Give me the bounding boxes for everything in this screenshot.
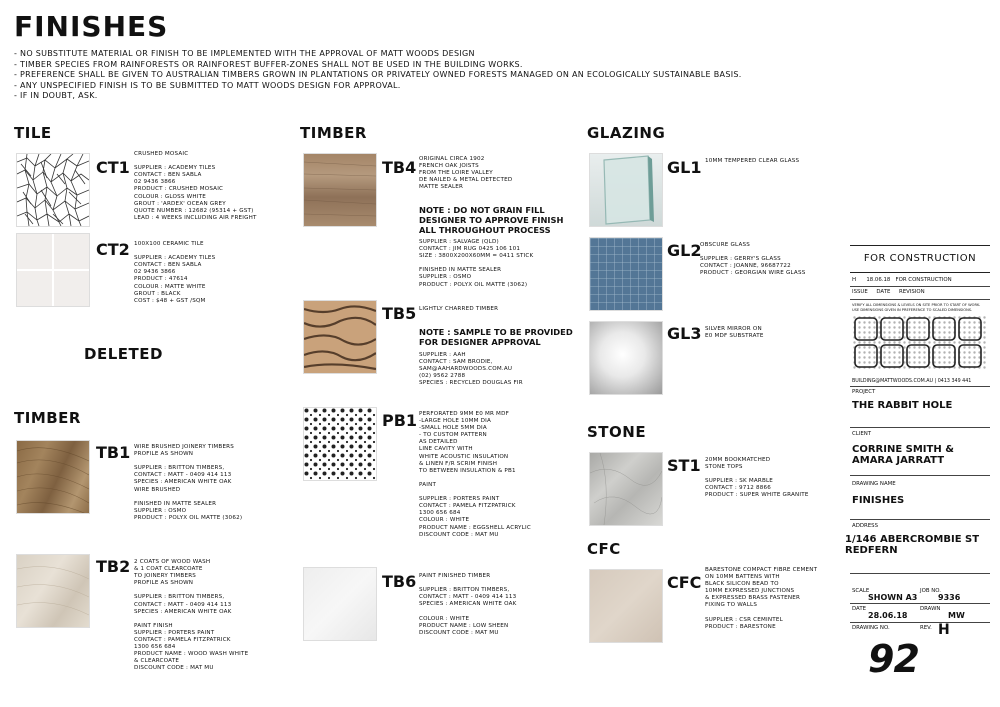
company-logo [852, 315, 988, 371]
rev-col-revision: REVISION [898, 289, 925, 295]
note-line: - IF IN DOUBT, ASK. [14, 91, 98, 100]
tb2-description: 2 COATS OF WOOD WASH & 1 COAT CLEARCOATE TO JOINERY TIMBERS PROFILE AS SHOWN SUPPLIER : BRITTON TIMBERS, CONTACT : MATT - 0409 414 113 SPECIES : AMERICAN WHITE OAK PAINT FINISH SUPPLIER : PORTERS PAINT CONTACT : PAMELA FITZPATRICK 1300 656 684 PRODUCT NAME : WOOD WASH WHITE & CLEARCOATE DISCOUNT CODE : MAT MU [134, 559, 249, 672]
client-label: CLIENT [852, 431, 872, 437]
contact-line: BUILDING@MATTWOODS.COM.AU | 0413 349 441 [852, 379, 972, 384]
ct1-code: CT1 [96, 158, 130, 177]
rev-date: 18.06.18 [866, 277, 891, 283]
rev-row [852, 277, 952, 284]
tb2-code: TB2 [96, 557, 131, 576]
tb5-description: LIGHTLY CHARRED TIMBER [419, 306, 499, 312]
drawing-name: FINISHES [852, 495, 905, 506]
drawn-label: DRAWN [920, 606, 941, 612]
drawing-number: 92 [868, 637, 919, 681]
project-name: THE RABBIT HOLE [852, 400, 953, 411]
tb2-swatch [16, 554, 90, 628]
note-line: - TIMBER SPECIES FROM RAINFORESTS OR RAINFOREST BUFFER-ZONES SHALL NOT BE USED IN THE BUILDING WORKS. [14, 59, 523, 69]
ct1-description: CRUSHED MOSAIC SUPPLIER : ACADEMY TILES CONTACT : BEN SABLA 02 9436 3866 PRODUCT : CRUSHED MOSAIC COLOUR : GLOSS WHITE GROUT : 'ARDEX' OCEAN GREY QUOTE NUMBER : 12682 (95314 + GST) LEAD : 4 WEEKS INCLUDING AIR FREIGHT [134, 151, 257, 221]
scale-label: SCALE [852, 588, 870, 594]
st1-code: ST1 [667, 456, 701, 475]
st1-swatch [589, 452, 663, 526]
date-value: 28.06.18 [868, 611, 908, 620]
section-heading-cfc: CFC [587, 540, 621, 558]
ct2-description: 100X100 CERAMIC TILE SUPPLIER : ACADEMY TILES CONTACT : BEN SABLA 02 9436 3866 PRODUCT : 47614 COLOUR : MATTE WHITE GROUT : BLACK COST : $48 + GST /SQM [134, 241, 216, 304]
drawing-no-label: DRAWING NO. [852, 625, 890, 631]
status-text: FOR CONSTRUCTION [863, 253, 977, 264]
drawn-by: MW [948, 611, 965, 620]
tb5-note: NOTE : SAMPLE TO BE PROVIDED FOR DESIGNER APPROVAL [419, 327, 573, 347]
gl3-code: GL3 [667, 324, 702, 343]
rev-col-date: DATE [876, 289, 891, 295]
address-label: ADDRESS [852, 523, 878, 529]
gl2-swatch [589, 237, 663, 311]
note-line: - ANY UNSPECIFIED FINISH IS TO BE SUBMITTED TO MATT WOODS DESIGN FOR APPROVAL. [14, 80, 401, 90]
gl3-swatch [589, 321, 663, 395]
tb4-code: TB4 [382, 158, 417, 177]
tb1-description: WIRE BRUSHED JOINERY TIMBERS PROFILE AS SHOWN SUPPLIER : BRITTON TIMBERS, CONTACT : MATT - 0409 414 113 SPECIES : AMERICAN WHITE OAK WIRE BRUSHED FINISHED IN MATTE SEALER SUPPLIER : OSMO PRODUCT : POLYX OIL MATTE (3062) [134, 444, 243, 521]
project-label: PROJECT [852, 389, 876, 395]
gl1-description: 10MM TEMPERED CLEAR GLASS [705, 158, 800, 164]
rev-desc: FOR CONSTRUCTION [895, 277, 952, 283]
tb4-details: SUPPLIER : SALVAGE (QLD) CONTACT : JIM RUG 0425 106 101 SIZE : 3800X200X60MM = 0411 STICK FINISHED IN MATTE SEALER SUPPLIER : OSMO PRODUCT : POLYX OIL MATTE (3062) [419, 239, 534, 288]
ct1-swatch [16, 153, 90, 227]
section-heading-stone: STONE [587, 423, 647, 441]
tb5-details: SUPPLIER : AAH CONTACT : SAM BRODIE, SAM@AAHARDWOODS.COM.AU (02) 9562 2788 SPECIES : RECYCLED DOUGLAS FIR [419, 352, 523, 387]
date-label: DATE [852, 606, 867, 612]
gl1-swatch [589, 153, 663, 227]
tb5-code: TB5 [382, 304, 417, 323]
tb1-swatch [16, 440, 90, 514]
deleted-label: DELETED [84, 345, 163, 363]
job-number: 9336 [938, 593, 961, 602]
gl2-code: GL2 [667, 241, 702, 260]
rev-issue: H [852, 277, 857, 283]
tb4-note: NOTE : DO NOT GRAIN FILL DESIGNER TO APPROVE FINISH ALL THROUGHOUT PROCESS [419, 205, 564, 235]
pb1-description: PERFORATED 9MM E0 MR MDF -LARGE HOLE 10MM DIA -SMALL HOLE 5MM DIA - TO CUSTOM PATTERN AS DETAILED LINE CAVITY WITH WHITE ACOUSTIC INSULATION & LINEN F/R SCRIM FINISH TO BETWEEN INSULATION & PB1 PAINT SUPPLIER : PORTERS PAINT CONTACT : PAMELA FITZPATRICK 1300 656 684 COLOUR : WHITE PRODUCT NAME : EGGSHELL ACRYLIC DISCOUNT CODE : MAT MU [419, 411, 531, 538]
tb1-code: TB1 [96, 443, 131, 462]
status-banner [850, 245, 990, 273]
ct2-code: CT2 [96, 240, 130, 259]
pb1-swatch [303, 407, 377, 481]
client-name: CORRINE SMITH & AMARA JARRATT [852, 444, 954, 466]
gl3-description: SILVER MIRROR ON E0 MDF SUBSTRATE [705, 326, 764, 340]
title-block [845, 245, 990, 700]
section-heading-tile: TILE [14, 124, 52, 142]
rev-label: REV. [920, 625, 932, 631]
disclaimer: VERIFY ALL DIMENSIONS & LEVELS ON SITE PRIOR TO START OF WORK. USE DIMENSIONS GIVEN IN PREFERENCE TO SCALED DIMENSIONS. [852, 303, 981, 312]
job-label: JOB NO. [920, 588, 942, 594]
tb5-swatch [303, 300, 377, 374]
page-title: FINISHES [14, 10, 169, 43]
rev-col-issue: ISSUE [852, 289, 868, 295]
rev-headers [852, 289, 925, 296]
section-heading-glazing: GLAZING [587, 124, 666, 142]
drawing-name-label: DRAWING NAME [852, 481, 896, 487]
cfc-description: BARESTONE COMPACT FIBRE CEMENT ON 10MM BATTENS WITH BLACK SILICON BEAD TO 10MM EXPRESSED JUNCTIONS & EXPRESSED BRASS FASTENER FIXING TO WALLS SUPPLIER : CSR CEMINTEL PRODUCT : BARESTONE [705, 567, 818, 630]
general-notes [14, 49, 894, 102]
rev-value: H [938, 622, 950, 638]
tb6-swatch [303, 567, 377, 641]
tb4-swatch [303, 153, 377, 227]
gl1-code: GL1 [667, 158, 702, 177]
note-line: - PREFERENCE SHALL BE GIVEN TO AUSTRALIAN TIMBERS GROWN IN PLANTATIONS OR PRIVATELY OWNED FORESTS MANAGED ON AN ECOLOGICALLY SUSTAINABLE BASIS. [14, 70, 742, 79]
tb4-description: ORIGINAL CIRCA 1902 FRENCH OAK JOISTS FROM THE LOIRE VALLEY DE NAILED & METAL DETECTED MATTE SEALER [419, 156, 513, 191]
gl2-description: OBSCURE GLASS SUPPLIER : GERRY'S GLASS CONTACT : JOANNE, 96687722 PRODUCT : GEORGIAN WIRE GLASS [700, 242, 806, 277]
address: 1/146 ABERCROMBIE ST REDFERN [845, 534, 980, 556]
cfc-code: CFC [667, 573, 702, 592]
tb6-description: PAINT FINISHED TIMBER SUPPLIER : BRITTON TIMBERS, CONTACT : MATT - 0409 414 113 SPECIES : AMERICAN WHITE OAK COLOUR : WHITE PRODUCT NAME : LOW SHEEN DISCOUNT CODE : MAT MU [419, 573, 517, 636]
tb6-code: TB6 [382, 572, 417, 591]
note-line: - NO SUBSTITUTE MATERIAL OR FINISH TO BE IMPLEMENTED WITH THE APPROVAL OF MATT WOODS DESIGN [14, 49, 475, 58]
ct2-swatch [16, 233, 90, 307]
cfc-swatch [589, 569, 663, 643]
section-heading-timber-mid: TIMBER [300, 124, 367, 142]
pb1-code: PB1 [382, 411, 418, 430]
scale-value: SHOWN A3 [868, 593, 918, 602]
st1-description: 20MM BOOKMATCHED STONE TOPS SUPPLIER : SK MARBLE CONTACT : 9712 8866 PRODUCT : SUPER WHITE GRANITE [705, 457, 809, 499]
section-heading-timber: TIMBER [14, 409, 81, 427]
